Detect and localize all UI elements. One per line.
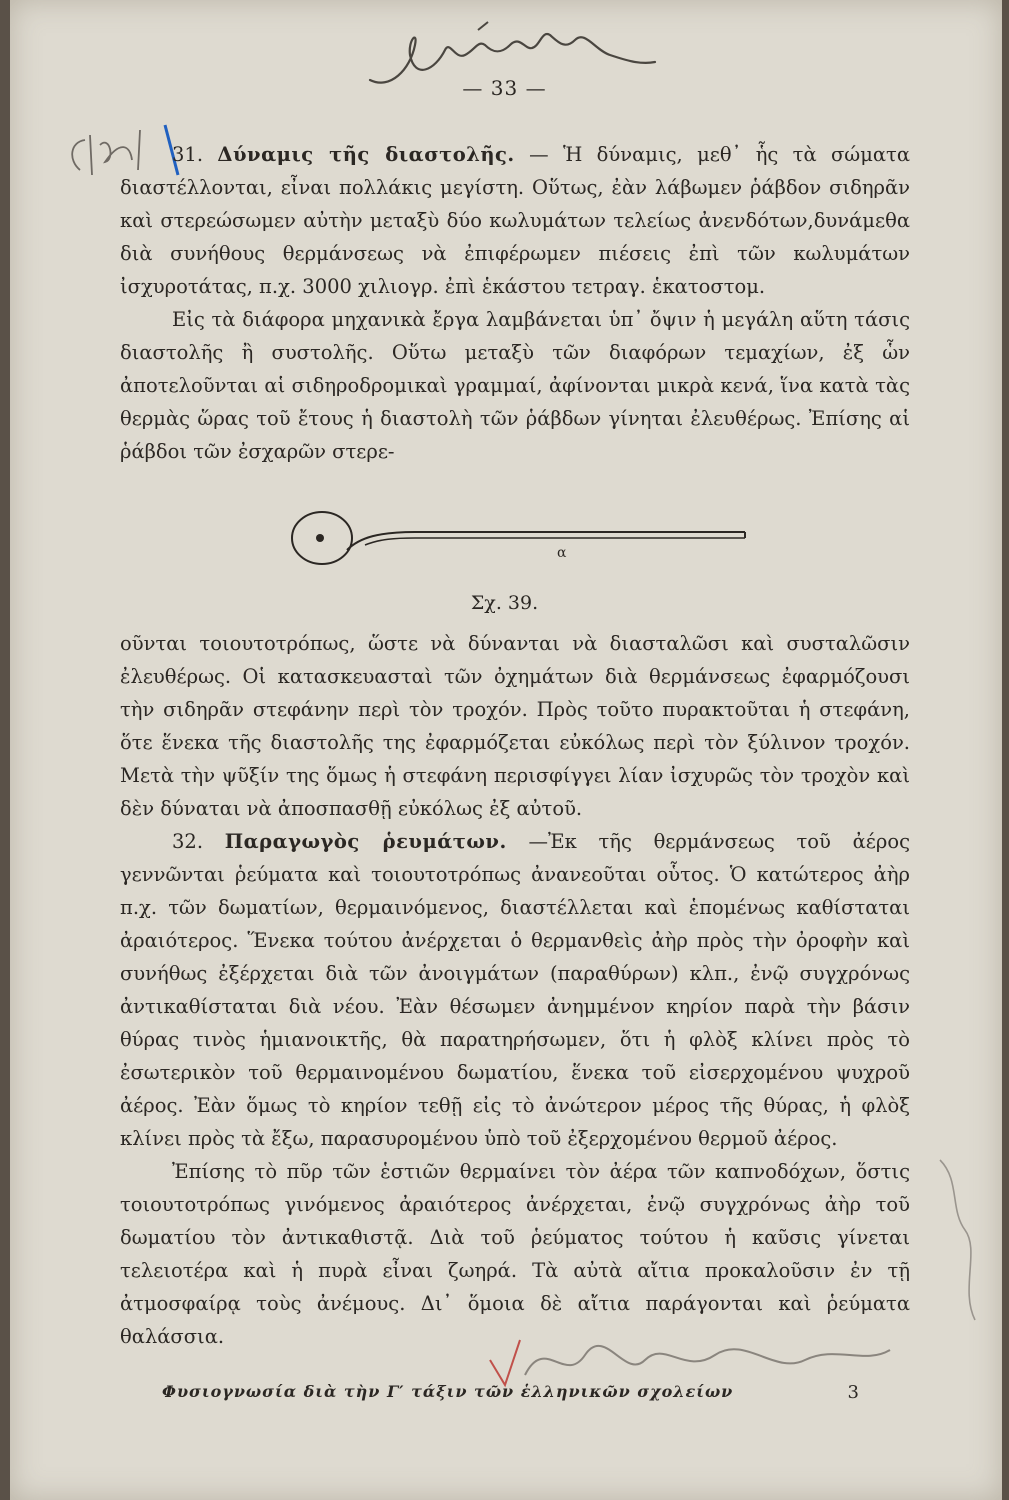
- paragraph: —Ἐκ τῆς θερμάνσεως τοῦ ἀέρος γεννῶνται ῥεύματα καὶ τοιουτοτρόπως ἀνανεοῦται οὗτος. Ὁ κατώτερος ἀὴρ π.χ. τῶν δωματίων, θερμαινόμενος, διαστέλλεται καὶ ἑπομένως καθίσταται ἀραιότερος. Ἕνεκα τούτου ἀνέρχεται ὁ θερμανθεὶς ἀὴρ πρὸς τὴν ὀροφὴν καὶ συνήθως ἐξέρχεται διὰ τῶν ἀνοιγμάτων (παραθύρων) κλπ., ἐνῷ συγχρόνως ἀντικαθίσταται διὰ νέου. Ἐὰν θέσωμεν ἀνημμένον κηρίον παρὰ τὴν βάσιν θύρας τινὸς ἡμιανοικτῆς, θὰ παρατηρήσωμεν, ὅτι ἡ φλὸξ κλίνει πρὸς τὸ ἐσωτερικὸν τοῦ θερμαινομένου δωματίου, ἕνεκα τοῦ εἰσερχομένου ψυχροῦ ἀέρος. Ἐὰν ὅμως τὸ κηρίον τεθῇ εἰς τὸ ἀνώτερον μέρος τῆς θύρας, ἡ φλὸξ κλίνει πρὸς τὰ ἔξω, παρασυρομένου ὑπὸ τοῦ ἐξερχομένου θερμοῦ ἀέρος.: [120, 830, 910, 1150]
- section-31: [120, 138, 910, 468]
- section-title: Δύναμις τῆς διαστολῆς.: [217, 143, 515, 166]
- section-31-continued-and-32: [120, 627, 910, 1353]
- page-footer: [162, 1382, 892, 1401]
- paragraph: Ἐπίσης τὸ πῦρ τῶν ἑστιῶν θερμαίνει τὸν ἀέρα τῶν καπνοδόχων, ὅστις τοιουτοτρόπως γινόμενος ἀραιότερος ἀνέρχεται, ἐνῷ συγχρόνως ἀὴρ τοῦ δωματίου τὸν ἀντικαθιστᾷ. Διὰ τοῦ ῥεύματος τούτου ἡ καῦσις γίνεται τελειοτέρα καὶ ἡ πυρὰ εἶναι ζωηρά. Τὰ αὐτὰ αἴτια προκαλοῦσιν ἐν τῇ ἀτμοσφαίρᾳ τοὺς ἀνέμους. Δι᾽ ὅμοια δὲ αἴτια παράγονται καὶ ῥεύματα θαλάσσια.: [120, 1160, 910, 1348]
- section-title: Παραγωγὸς ῥευμάτων.: [224, 830, 507, 853]
- paragraph: Εἰς τὰ διάφορα μηχανικὰ ἔργα λαμβάνεται ὑπ᾽ ὄψιν ἡ μεγάλη αὕτη τάσις διαστολῆς ἢ συστολῆς. Οὕτω μεταξὺ τῶν διαφόρων τεμαχίων, ἐξ ὧν ἀποτελοῦνται αἱ σιδηροδρομικαὶ γραμμαί, ἀφίνονται μικρὰ κενά, ἵνα κατὰ τὰς θερμὰς ὥρας τοῦ ἔτους ἡ διαστολὴ τῶν ῥάβδων γίνηται ἐλευθέρως. Ἐπίσης αἱ ῥάβδοι τῶν ἐσχαρῶν στερε-: [120, 308, 910, 463]
- paragraph: — Ἡ δύναμις, μεθ᾽ ἧς τὰ σώματα διαστέλλονται, εἶναι πολλάκις μεγίστη. Οὕτως, ἐὰν λάβωμεν ῥάβδον σιδηρᾶν καὶ στερεώσωμεν αὐτὴν μεταξὺ δύο κωλυμάτων τελείως ἀνενδότων,δυνάμεθα διὰ συνήθους θερμάνσεως νὰ ἐπιφέρωμεν πιέσεις ἐπὶ τῶν κωλυμάτων ἰσχυροτάτας, π.χ. 3000 χιλιογρ. ἐπὶ ἑκάστου τετραγ. ἑκατοστομ.: [120, 143, 911, 298]
- section-number: 31.: [172, 143, 204, 166]
- figure-caption: Σχ. 39.: [470, 592, 539, 614]
- footer-title: Φυσιογνωσία διὰ τὴν Γ′ τάξιν τῶν ἑλληνικῶν σχολείων: [162, 1382, 734, 1401]
- pencil-margin-scribble: [930, 1150, 990, 1350]
- figure-label: α: [557, 545, 567, 561]
- signature-mark: 3: [847, 1382, 860, 1403]
- paragraph: οῦνται τοιουτοτρόπως, ὥστε νὰ δύνανται νὰ διασταλῶσι καὶ συσταλῶσιν ἐλευθέρως. Οἱ κατασκευασταὶ τῶν ὀχημάτων διὰ θερμάνσεως ἐφαρμόζουσι τὴν σιδηρᾶν στεφάνην περὶ τὸν τροχόν. Πρὸς τοῦτο πυρακτοῦται ἡ στεφάνη, ὅτε ἕνεκα τῆς διαστολῆς της ἐφαρμόζεται εὐκόλως περὶ τὸν ξύλινον τροχόν. Μετὰ τὴν ψῦξίν της ὅμως ἡ στεφάνη περισφίγγει λίαν ἰσχυρῶς τὸν τροχὸν καὶ δὲν δύναται νὰ ἀποσπασθῇ εὐκόλως ἐξ αὐτοῦ.: [120, 632, 910, 820]
- figure-39-illustration: [285, 505, 755, 575]
- section-number: 32.: [172, 830, 204, 853]
- page-number: — 33 —: [462, 76, 547, 100]
